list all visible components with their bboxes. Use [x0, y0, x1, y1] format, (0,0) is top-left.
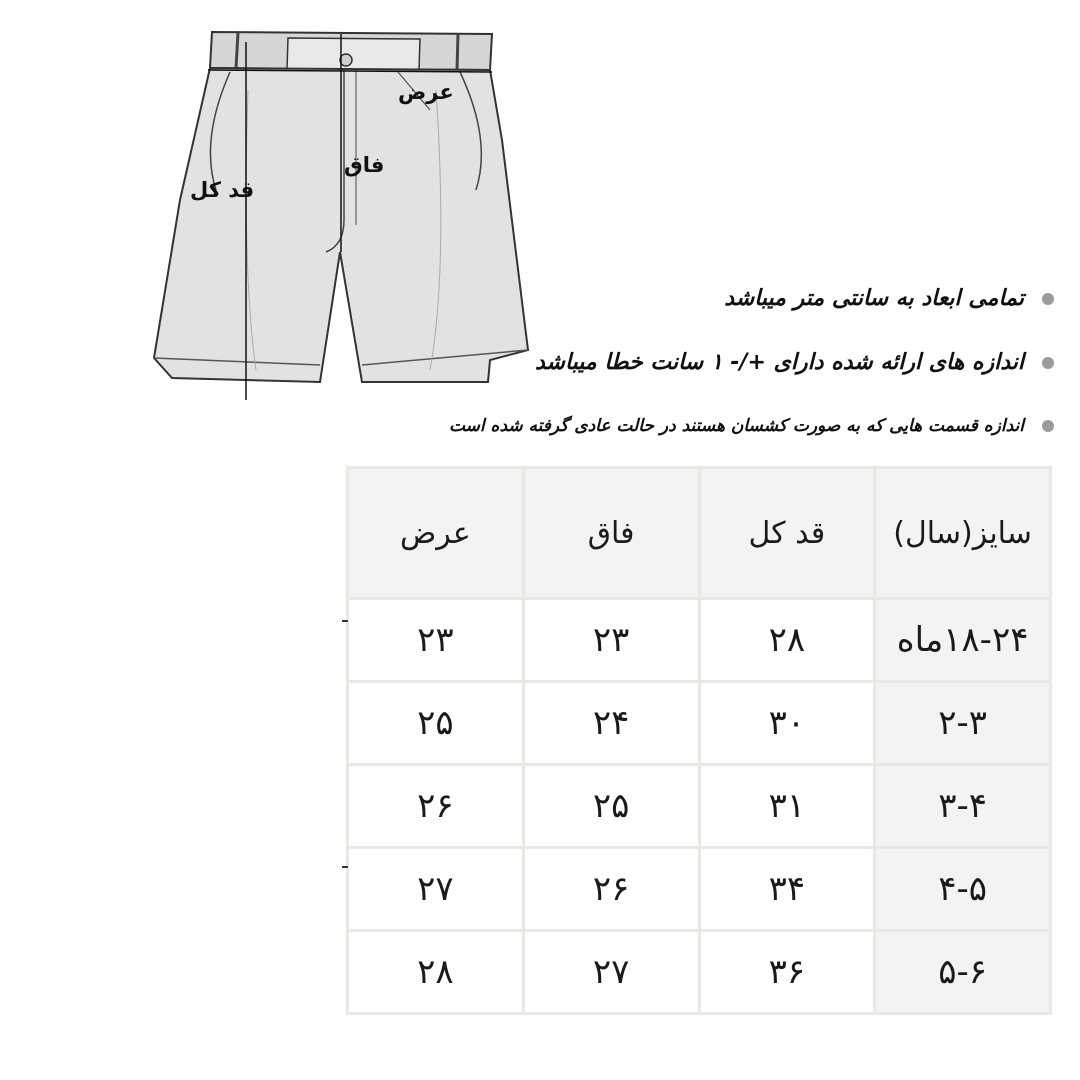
- bullet-icon: [1042, 293, 1054, 305]
- table-header-row: [348, 468, 1051, 599]
- table-edge-mark: [342, 866, 348, 868]
- note-text: اندازه قسمت هایی که به صورت کشسان هستند در حالت عادی گرفته شده است: [448, 416, 1024, 436]
- table-row: [348, 765, 1051, 848]
- cell-size: ۳-۴: [875, 765, 1051, 848]
- total-length-label: قد کل: [190, 178, 255, 202]
- cell-total-length: ۲۸: [699, 599, 875, 682]
- note-item: [449, 416, 1054, 436]
- cell-rise: ۲۵: [523, 765, 699, 848]
- cell-total-length: ۳۶: [699, 931, 875, 1014]
- header-rise: فاق: [523, 468, 699, 599]
- shorts-diagram: [130, 20, 560, 410]
- cell-size: ۵-۶: [875, 931, 1051, 1014]
- bullet-icon: [1042, 420, 1054, 432]
- table-row: [348, 599, 1051, 682]
- note-item: [724, 286, 1054, 311]
- cell-width: ۲۳: [348, 599, 524, 682]
- cell-size: ۱۸-۲۴ماه: [875, 599, 1051, 682]
- cell-rise: ۲۶: [523, 848, 699, 931]
- bullet-icon: [1042, 357, 1054, 369]
- cell-total-length: ۳۱: [699, 765, 875, 848]
- cell-rise: ۲۳: [523, 599, 699, 682]
- cell-rise: ۲۷: [523, 931, 699, 1014]
- rise-label: فاق: [344, 153, 385, 177]
- cell-total-length: ۳۴: [699, 848, 875, 931]
- cell-size: ۴-۵: [875, 848, 1051, 931]
- cell-rise: ۲۴: [523, 682, 699, 765]
- note-text: تمامی ابعاد به سانتی متر میباشد: [724, 286, 1024, 311]
- cell-width: ۲۵: [348, 682, 524, 765]
- table-row: [348, 682, 1051, 765]
- table-row: [348, 848, 1051, 931]
- cell-width: ۲۷: [348, 848, 524, 931]
- width-label: عرض: [398, 80, 454, 104]
- shorts-illustration: [130, 20, 560, 410]
- header-size: سایز(سال): [875, 468, 1051, 599]
- cell-total-length: ۳۰: [699, 682, 875, 765]
- table-edge-mark: [342, 620, 348, 622]
- cell-size: ۲-۳: [875, 682, 1051, 765]
- cell-width: ۲۶: [348, 765, 524, 848]
- cell-width: ۲۸: [348, 931, 524, 1014]
- header-total-length: قد کل: [699, 468, 875, 599]
- size-table-wrapper: [346, 466, 1052, 1012]
- note-text: اندازه های ارائه شده دارای +/- ۱ سانت خطا میباشد: [534, 350, 1024, 375]
- note-item: [535, 350, 1054, 375]
- size-table: [346, 466, 1052, 1015]
- table-row: [348, 931, 1051, 1014]
- header-width: عرض: [348, 468, 524, 599]
